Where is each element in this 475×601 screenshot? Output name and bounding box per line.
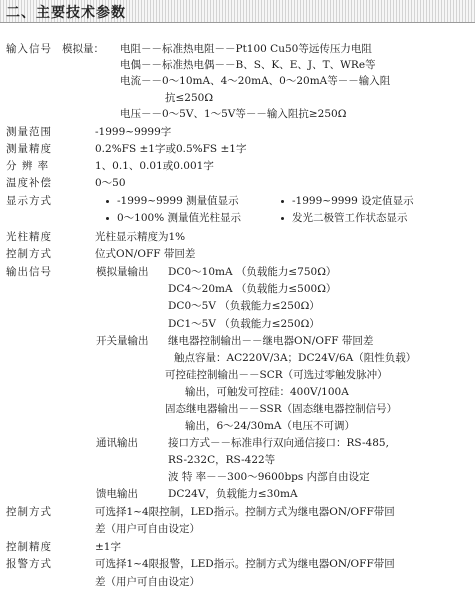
input-thermocouple-line: 电偶－－标准热电偶－－B、S、K、E、J、T、WRe等 <box>120 59 376 71</box>
bullet-icon <box>106 217 109 220</box>
input-current-impedance: 抗≤250Ω <box>165 92 214 104</box>
label-bar-accuracy: 光柱精度 <box>6 231 52 243</box>
output-switch-line: 触点容量：AC220V/3A；DC24V/6A（阻性负载） <box>174 352 417 364</box>
output-analog-line: DC0～5V （负载能力≤250Ω） <box>168 300 320 312</box>
label-resolution: 分 辨 率 <box>6 160 50 172</box>
alarm-line: 差（用户可自由设定） <box>95 576 200 588</box>
output-switch-line: 可控硅控制输出－－SCR（可选过零触发脉冲） <box>165 369 388 381</box>
output-switch-line: 输出，6～24/30mA（电压不可调） <box>185 420 355 432</box>
display-item-setpoint: -1999~9999 设定值显示 <box>292 195 414 207</box>
bullet-icon <box>281 200 284 203</box>
label-control-accuracy: 控制精度 <box>6 541 52 553</box>
output-comm-line: RS-232C，RS-422等 <box>168 454 276 466</box>
bullet-icon <box>281 217 284 220</box>
display-item-measure: -1999~9999 测量值显示 <box>117 195 239 207</box>
output-feed-value: DC24V，负载能力≤30mA <box>168 488 298 500</box>
section-title: 二、主要技术参数 <box>6 5 126 21</box>
control-mode-value: 位式ON/OFF 带回差 <box>95 248 196 260</box>
temp-comp-value: 0～50 <box>95 177 126 189</box>
output-switch-line: 继电器控制输出－－继电器ON/OFF 带回差 <box>168 335 374 347</box>
label-output-signal: 输出信号 <box>6 266 52 278</box>
control-accuracy-value: ±1字 <box>95 541 121 553</box>
input-voltage-line: 电压－－0～5V、1～5V等－－输入阻抗≥250Ω <box>120 108 347 120</box>
output-comm-line: 接口方式－－标准串行双向通信接口：RS-485, <box>168 437 389 449</box>
input-analog-label: 模拟量： <box>62 43 104 55</box>
label-control-mode: 控制方式 <box>6 248 52 260</box>
section-header <box>0 0 475 23</box>
input-current-line: 电流－－0～10mA、4～20mA、0～20mA等－－输入阻 <box>120 75 391 87</box>
output-comm-label: 通讯输出 <box>96 437 138 449</box>
output-analog-line: DC0～10mA （负载能力≤750Ω） <box>168 266 337 278</box>
control-limit-line: 可选择1~4限控制，LED指示。控制方式为继电器ON/OFF带回 <box>95 506 395 518</box>
label-measure-accuracy: 测量精度 <box>6 143 52 155</box>
measure-accuracy-value: 0.2%FS ±1字或0.5%FS ±1字 <box>95 143 247 155</box>
output-switch-line: 输出，可触发可控硅：400V/100A <box>185 386 349 398</box>
output-switch-label: 开关量输出 <box>96 335 149 347</box>
output-analog-label: 模拟量输出 <box>96 266 149 278</box>
display-item-bar: 0～100% 测量值光柱显示 <box>117 212 242 224</box>
output-analog-line: DC1～5V （负载能力≤250Ω） <box>168 318 320 330</box>
label-display-mode: 显示方式 <box>6 195 52 207</box>
measure-range-value: -1999~9999字 <box>95 126 172 138</box>
label-input-signal: 输入信号 <box>6 43 52 55</box>
label-alarm-mode: 报警方式 <box>6 558 52 570</box>
bullet-icon <box>106 200 109 203</box>
label-temp-comp: 温度补偿 <box>6 177 52 189</box>
output-analog-line: DC4～20mA （负载能力≤500Ω） <box>168 283 337 295</box>
bar-accuracy-value: 光柱显示精度为1% <box>95 231 186 243</box>
output-comm-line: 波 特 率－－300～9600bps 内部自由设定 <box>168 471 370 483</box>
label-control-mode-2: 控制方式 <box>6 506 52 518</box>
label-measure-range: 测量范围 <box>6 126 52 138</box>
display-item-led: 发光二极管工作状态显示 <box>292 212 408 224</box>
input-resistance-line: 电阻－－标准热电阻－－Pt100 Cu50等远传压力电阻 <box>120 43 372 55</box>
control-limit-line: 差（用户可自由设定） <box>95 523 200 535</box>
resolution-value: 1、0.1、0.01或0.001字 <box>95 160 214 172</box>
output-switch-line: 固态继电器输出－－SSR（固态继电器控制信号） <box>165 403 398 415</box>
output-feed-label: 馈电输出 <box>96 488 138 500</box>
alarm-line: 可选择1~4限报警，LED指示。控制方式为继电器ON/OFF带回 <box>95 558 395 570</box>
